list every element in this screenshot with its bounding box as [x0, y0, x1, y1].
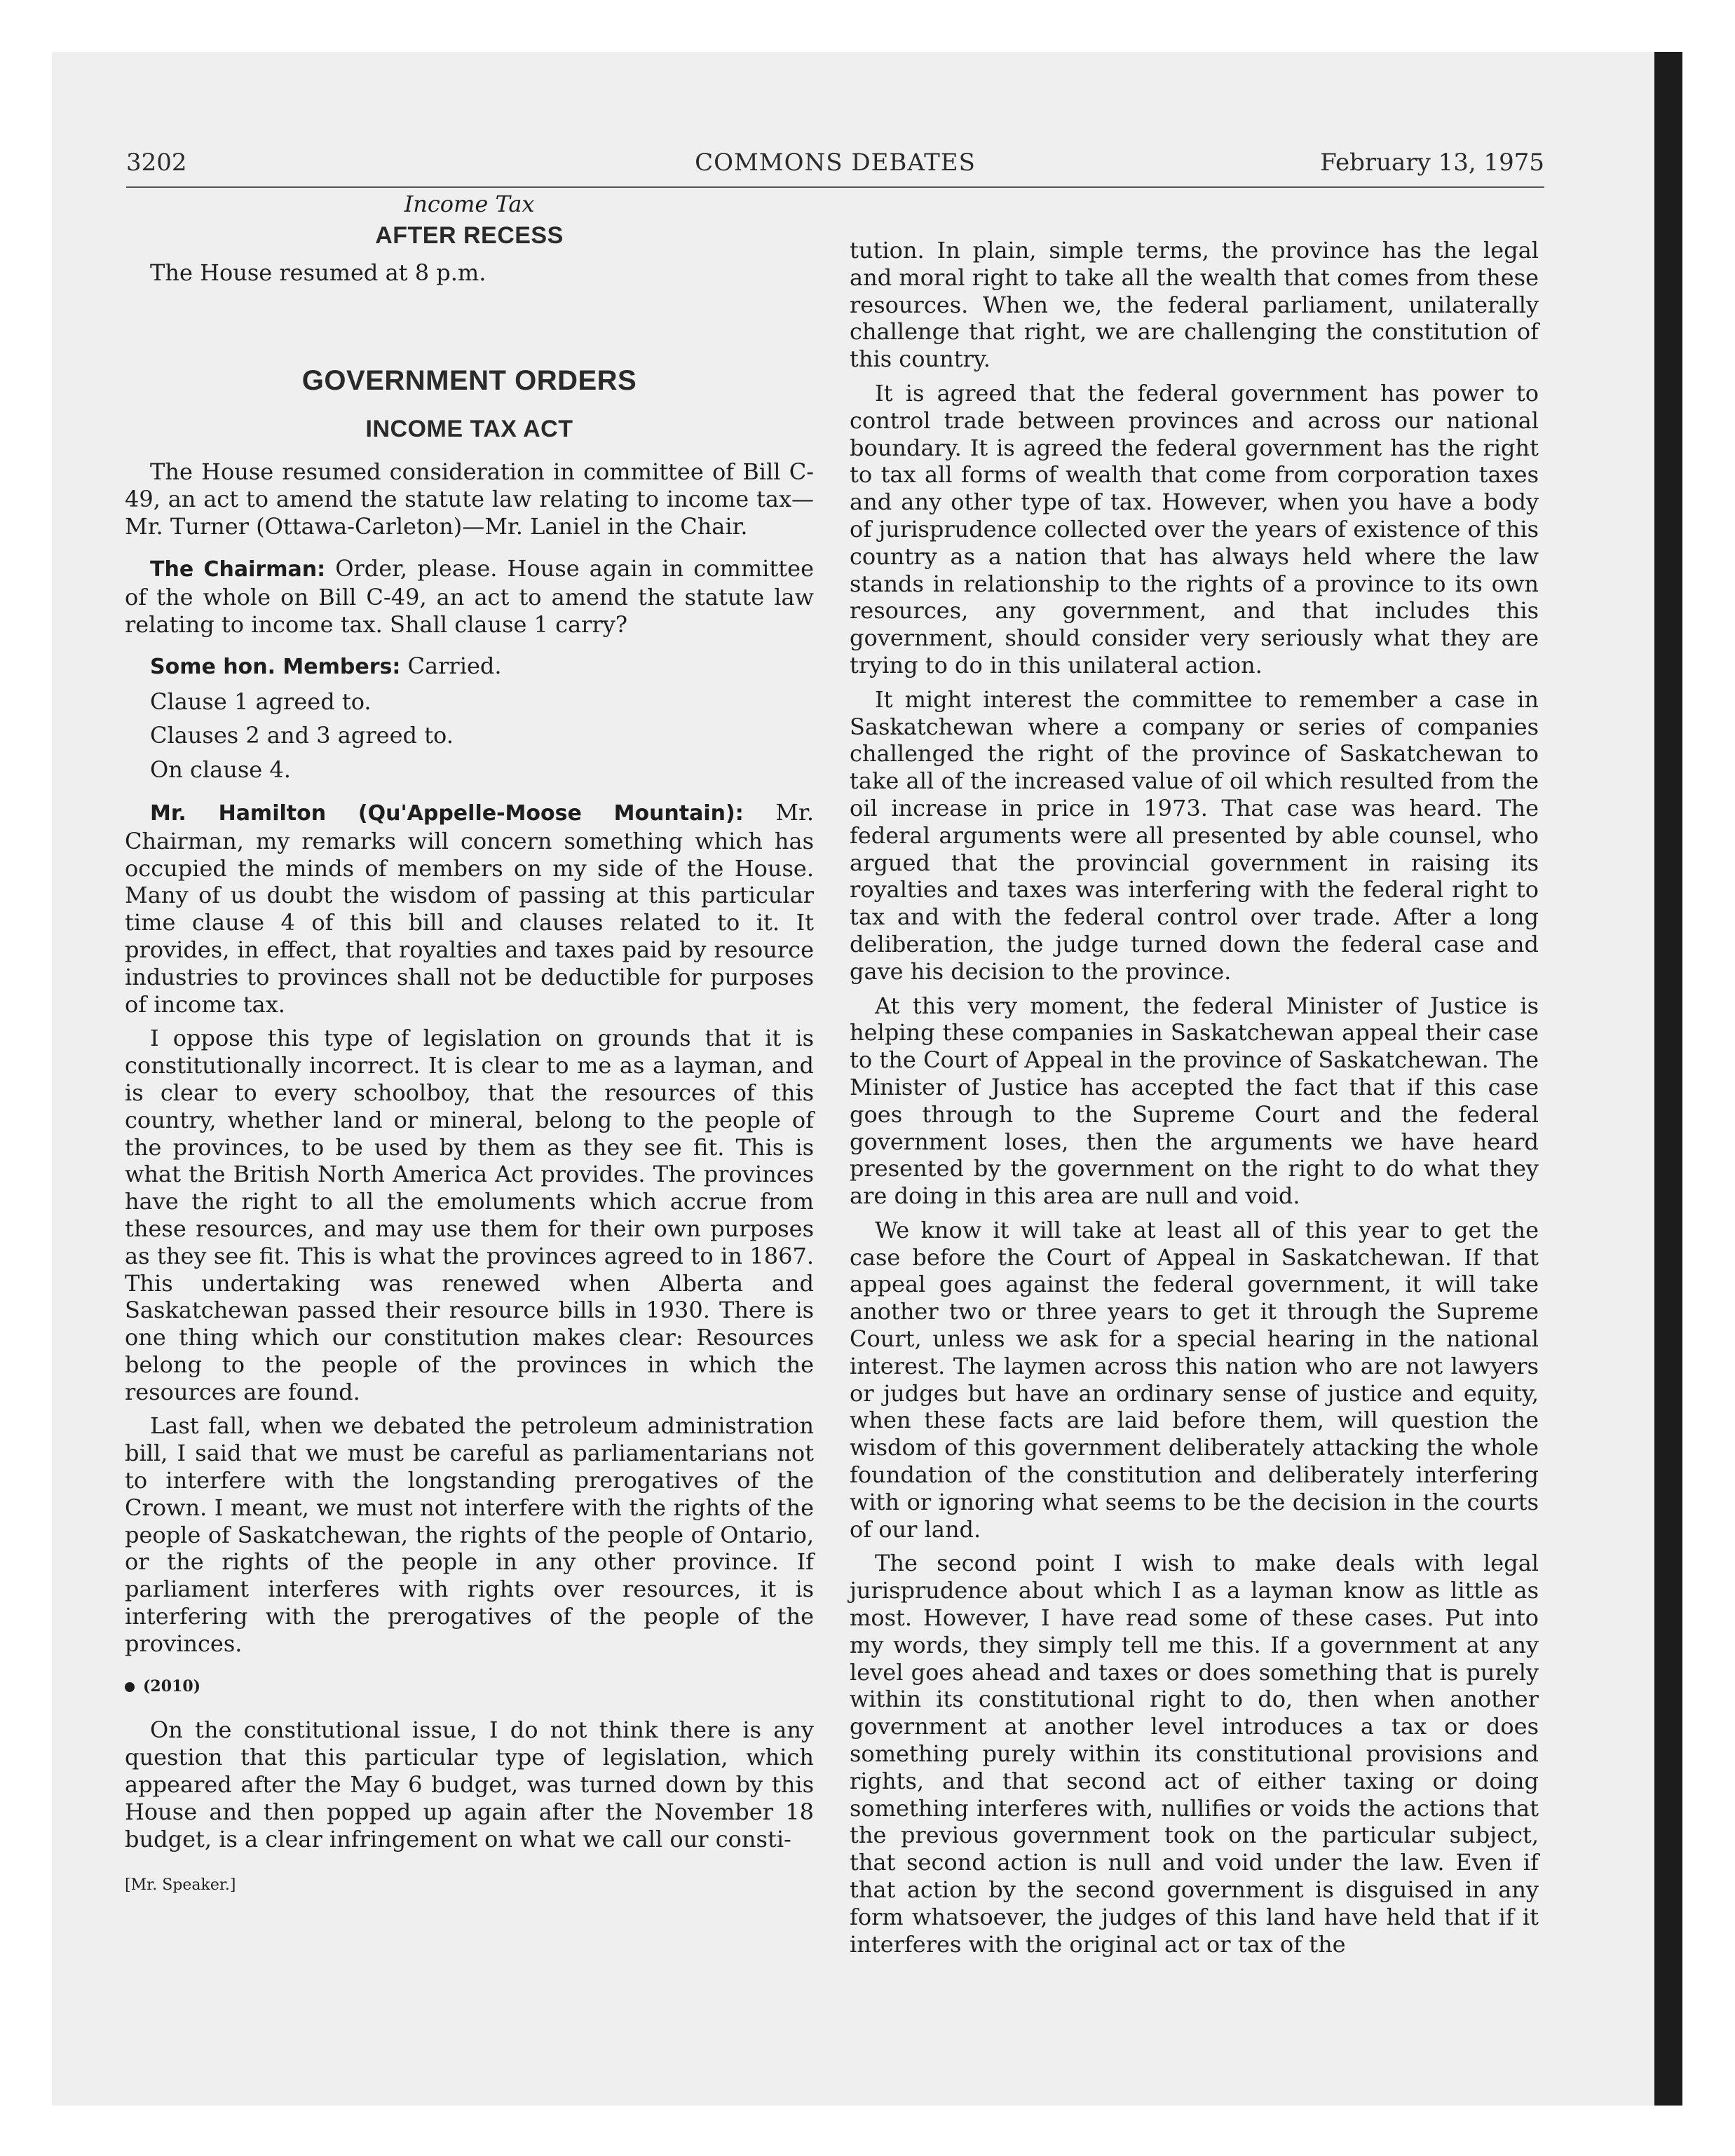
clause-note: On clause 4. [150, 756, 291, 784]
paragraph: Last fall, when we debated the petroleum administration bill, I said that we must be careful as parliamentarians not to interfere with the longstanding prerogatives of the Crown. I meant, we must not interfere with the rights of the people of Saskatchewan, the rights of the people of Ontario, or the rights of the people in any other province. If parliament interferes with rights over resources, it is interfering with the prerogatives of the people of the provinces. [125, 1412, 814, 1657]
speaker-label: Mr. Hamilton (Qu'Appelle-Moose Mountain): [150, 800, 744, 826]
speech-text: Mr. Chairman, my remarks will concern something which has occupied the minds of members on my side of the House. Many of us doubt the wisdom of passing at this particular time clause 4 of this bill and clauses related to it. It provides, in effect, that royalties and taxes paid by resource industries to provinces shall not be deductible for purposes of income tax. [125, 798, 814, 1018]
speaker-label: The Chairman: [150, 557, 326, 582]
speaker-footer: [Mr. Speaker.] [125, 1876, 236, 1895]
members-paragraph [125, 653, 814, 681]
speech-text: Order, please. House again in committee of the whole on Bill C-49, an act to amend the statute law relating to income tax. Shall clause 1 carry? [125, 555, 814, 638]
paragraph: The second point I wish to make deals with legal jurisprudence about which I as a layman know as little as most. However, I have read some of these cases. Put into my words, they simply tell me this. If a government at any level goes ahead and taxes or does something that is purely within its constitutional right to do, then when another government at another level introduces a tax or does something purely within its constitutional provisions and rights, and that second act of either taxing or doing something interferes with, nullifies or voids the actions that the previous government took on the particular subject, that second action is null and void under the law. Even if that action by the second government is disguised in any form whatsoever, the judges of this land have held that if it interferes with the original act or tax of the [850, 1550, 1539, 1958]
right-column [850, 237, 1539, 1965]
clause-note: Clauses 2 and 3 agreed to. [150, 722, 454, 749]
speech-text: Carried. [400, 652, 502, 679]
publication-title: COMMONS DEBATES [695, 149, 976, 177]
chairman-paragraph [125, 555, 814, 638]
page-edge-shadow [1654, 52, 1682, 2106]
time-marker-text: (2010) [143, 1677, 201, 1696]
clause-note: Clause 1 agreed to. [150, 688, 372, 715]
hamilton-paragraph [125, 799, 814, 1018]
speaker-label: Some hon. Members: [150, 654, 401, 679]
paragraph: It might interest the committee to remember a case in Saskatchewan where a company or series of companies challenged the right of the province of Saskatchewan to take all of the increased value of oil which resulted from the oil increase in price in 1973. That case was heard. The federal arguments were all presented by able counsel, who argued that the provincial government in raising its royalties and taxes was interfering with the federal right to tax and with the federal control over trade. After a long deliberation, the judge turned down the federal case and gave his decision to the province. [850, 685, 1539, 985]
time-marker [125, 1673, 814, 1700]
recess-heading: AFTER RECESS [375, 221, 564, 249]
paragraph: The House resumed consideration in committee of Bill C-49, an act to amend the statute law relating to income tax—Mr. Turner (Ottawa-Carleton)—Mr. Laniel in the Chair. [125, 458, 814, 540]
paragraph: It is agreed that the federal government has power to control trade between provinces and across our national boundary. It is agreed the federal government has the right to tax all forms of wealth that come from corporation taxes and any other type of tax. However, when you have a body of jurisprudence collected over the years of existence of this country as a nation that has always held where the law stands in relationship to the rights of a province to its own resources, any government, and that includes this government, should consider very seriously what they are trying to do in this unilateral action. [850, 379, 1539, 678]
paragraph: I oppose this type of legislation on grounds that it is constitutionally incorrect. It is clear to me as a layman, and is clear to every schoolboy, that the resources of this country, whether land or mineral, belong to the people of the provinces, to be used by them as they see fit. This is what the British North America Act provides. The provinces have the right to all the emoluments which accrue from these resources, and may use them for their own purposes as they see fit. This is what the provinces agreed to in 1867. This undertaking was renewed when Alberta and Saskatchewan passed their resource bills in 1930. There is one thing which our constitution makes clear: Resources belong to the people of the provinces in which the resources are found. [125, 1025, 814, 1405]
running-head: Income Tax [404, 191, 535, 217]
paragraph: We know it will take at least all of this year to get the case before the Court of Appeal in Saskatchewan. If that appeal goes against the federal government, it will take another two or three years to get it through the Supreme Court, unless we ask for a special hearing in the national interest. The laymen across this nation who are not lawyers or judges but have an ordinary sense of justice and equity, when these facts are laid before them, will question the wisdom of this government deliberately attacking the whole foundation of the constitution and deliberately interfering with or ignoring what seems to be the decision in the courts of our land. [850, 1216, 1539, 1543]
section-heading: GOVERNMENT ORDERS [301, 365, 637, 397]
resumed-note: The House resumed at 8 p.m. [150, 259, 487, 286]
publication-date: February 13, 1975 [1320, 149, 1544, 177]
paragraph: On the constitutional issue, I do not think there is any question that this particular type of legislation, which appeared after the May 6 budget, was turned down by this House and then popped up again after the November 18 budget, is a clear infringement on what we call our consti- [125, 1717, 814, 1853]
act-heading: INCOME TAX ACT [365, 416, 573, 443]
left-column [125, 191, 814, 1906]
page-number: 3202 [126, 149, 187, 177]
paragraph: tution. In plain, simple terms, the province has the legal and moral right to take all the wealth that comes from these resources. When we, the federal parliament, unilaterally challenge that right, we are challenging the constitution of this country. [850, 237, 1539, 373]
page-header [126, 146, 1544, 188]
paragraph: At this very moment, the federal Minister of Justice is helping these companies in Saskatchewan appeal their case to the Court of Appeal in the province of Saskatchewan. The Minister of Justice has accepted the fact that if this case goes through to the Supreme Court and the federal government loses, then the arguments we have heard presented by the government on the right to do what they are doing in this area are null and void. [850, 992, 1539, 1210]
bullet-icon [125, 1682, 135, 1692]
